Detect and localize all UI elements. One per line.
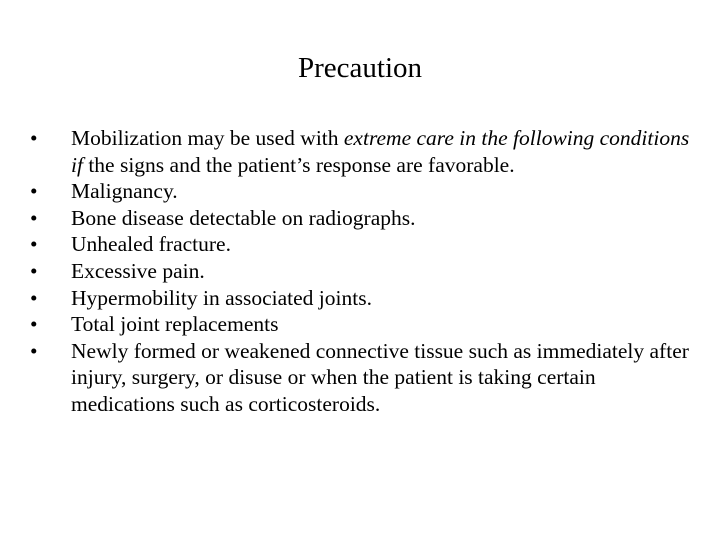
bullet-text: Hypermobility in associated joints. xyxy=(71,285,372,310)
bullet-item xyxy=(30,285,690,312)
bullet-text-part1: Mobilization may be used with xyxy=(71,126,344,150)
bullet-icon: • xyxy=(30,205,38,230)
bullet-text: Newly formed or weakened connective tissue such as immediately after injury, surgery, or disuse or when the patient is taking certain medications such as corticosteroids. xyxy=(71,338,689,416)
bullet-item xyxy=(30,231,690,258)
bullet-icon: • xyxy=(30,232,38,257)
bullet-icon: • xyxy=(30,258,38,283)
bullet-icon: • xyxy=(30,126,38,150)
bullet-text-part2: the signs and the patient’s response are favorable. xyxy=(82,152,515,177)
bullet-item xyxy=(30,178,690,205)
bullet-item xyxy=(30,338,690,418)
bullet-item xyxy=(30,125,690,178)
bullet-text: Excessive pain. xyxy=(71,258,205,283)
bullet-item xyxy=(30,205,690,232)
slide-title: Precaution xyxy=(297,52,422,84)
bullet-icon: • xyxy=(30,285,38,310)
bullet-icon: • xyxy=(30,338,38,363)
bullet-item xyxy=(30,258,690,285)
bullet-icon: • xyxy=(30,312,38,337)
bullet-item xyxy=(30,311,690,338)
bullet-text: Unhealed fracture. xyxy=(71,232,231,257)
bullet-list xyxy=(30,125,690,418)
bullet-icon: • xyxy=(30,179,38,204)
bullet-text: Malignancy. xyxy=(71,179,178,204)
bullet-text: Bone disease detectable on radiographs. xyxy=(71,205,416,230)
bullet-text-italic: extreme care in the following conditions if xyxy=(71,126,690,177)
bullet-text: Total joint replacements xyxy=(71,312,279,337)
